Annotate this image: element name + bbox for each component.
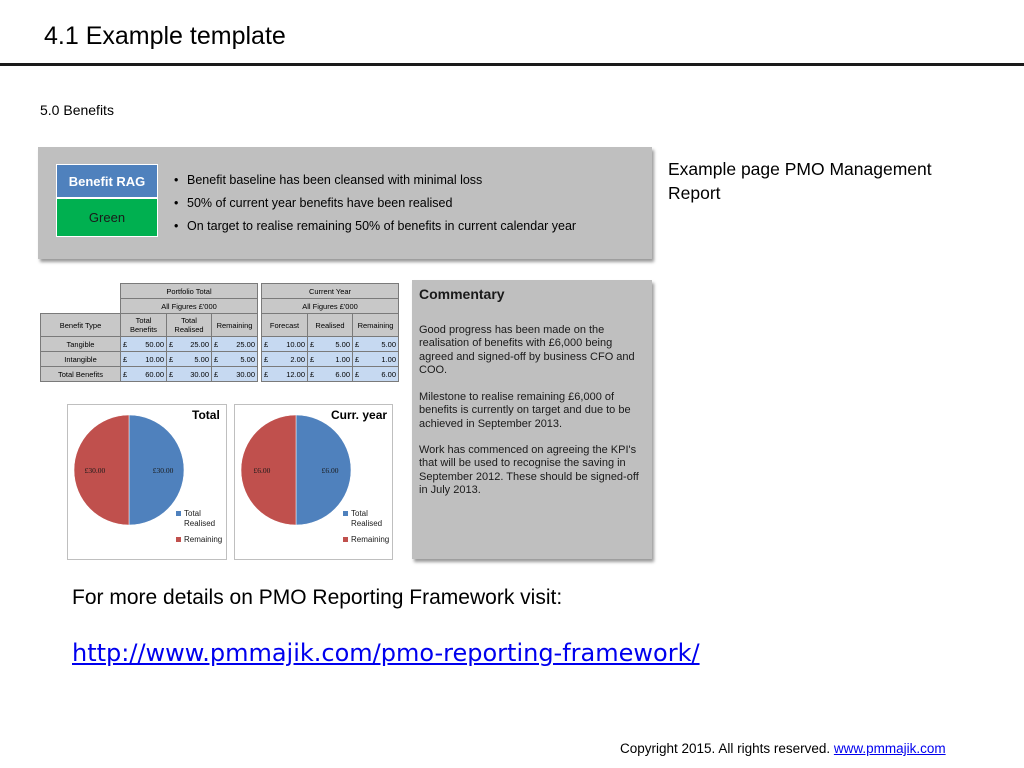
value-cell: £ 30.00 — [167, 367, 212, 382]
value-cell: £ 5.00 — [167, 352, 212, 367]
pie-data-label: £30.00 — [152, 466, 174, 475]
copyright-link[interactable]: www.pmmajik.com — [833, 741, 946, 756]
copyright-text: Copyright 2015. All rights reserved. — [620, 741, 831, 756]
legend-swatch — [343, 511, 348, 516]
row-label: Tangible — [41, 337, 121, 352]
legend-swatch — [176, 511, 181, 516]
value-cell: £ 6.00 — [353, 367, 399, 382]
legend-item — [343, 535, 393, 545]
rag-bullet: • 50% of current year benefits have been realised — [174, 194, 576, 217]
pie-data-label: £6.00 — [321, 466, 339, 475]
rag-bullet: • On target to realise remaining 50% of benefits in current calendar year — [174, 217, 576, 240]
portfolio-figures-note: All Figures £'000 — [121, 299, 258, 314]
page-title: 4.1 Example template — [44, 22, 286, 50]
column-header: Remaining — [212, 314, 258, 337]
current-year-table — [261, 283, 399, 382]
chart-legend — [176, 509, 226, 545]
commentary-paragraph: Good progress has been made on the realisation of benefits with £6,000 being agreed and signed-off by business CFO and COO. — [419, 324, 635, 376]
table-row — [262, 367, 399, 382]
column-header: Forecast — [262, 314, 308, 337]
value-cell: £ 50.00 — [121, 337, 167, 352]
value-cell: £ 25.00 — [212, 337, 258, 352]
current-year-chart — [234, 404, 393, 560]
value-cell: £ 10.00 — [121, 352, 167, 367]
total-chart — [67, 404, 227, 560]
row-header: Benefit Type — [41, 314, 121, 337]
commentary-paragraph: Work has commenced on agreeing the KPI's that will be used to recognise the saving in September 2012. These should be signed-off in July 2013. — [419, 444, 639, 496]
current-figures-note: All Figures £'000 — [262, 299, 399, 314]
legend-swatch — [343, 537, 348, 542]
legend-label: Remaining — [351, 535, 390, 544]
commentary-paragraph: Milestone to realise remaining £6,000 of benefits is currently on target and due to be achieved in September 2013. — [419, 391, 631, 430]
section-heading: 5.0 Benefits — [40, 102, 114, 118]
rag-bullet-list — [174, 171, 576, 240]
legend-swatch — [176, 537, 181, 542]
value-cell: £ 6.00 — [308, 367, 353, 382]
title-divider — [0, 63, 1024, 66]
legend-label: Total Realised — [184, 509, 216, 528]
side-note: Example page PMO Management Report — [668, 159, 932, 203]
value-cell: £ 1.00 — [353, 352, 399, 367]
legend-label: Total Realised — [351, 509, 383, 528]
legend-item — [343, 509, 393, 529]
rag-bullet: • Benefit baseline has been cleansed with minimal loss — [174, 171, 576, 194]
value-cell: £ 5.00 — [308, 337, 353, 352]
chart-title: Curr. year — [331, 408, 388, 422]
value-cell: £ 12.00 — [262, 367, 308, 382]
legend-item — [176, 509, 226, 529]
table-row — [262, 352, 399, 367]
value-cell: £ 1.00 — [308, 352, 353, 367]
value-cell: £ 10.00 — [262, 337, 308, 352]
portfolio-table — [40, 283, 258, 382]
pie-data-label: £6.00 — [253, 466, 271, 475]
legend-label: Remaining — [184, 535, 223, 544]
column-header: Remaining — [353, 314, 399, 337]
chart-legend — [343, 509, 393, 545]
column-header: Total Benefits — [121, 314, 167, 337]
current-group-header: Current Year — [262, 284, 399, 299]
rag-title-cell: Benefit RAG — [56, 164, 158, 198]
value-cell: £ 60.00 — [121, 367, 167, 382]
copyright-line — [620, 741, 946, 756]
column-header: Realised — [308, 314, 353, 337]
value-cell: £ 5.00 — [212, 352, 258, 367]
legend-item — [176, 535, 226, 545]
row-label: Total Benefits — [41, 367, 121, 382]
value-cell: £ 2.00 — [262, 352, 308, 367]
framework-link[interactable]: http://www.pmmajik.com/pmo-reporting-framework/ — [72, 639, 700, 667]
table-row — [262, 337, 399, 352]
portfolio-group-header: Portfolio Total — [121, 284, 258, 299]
commentary-heading: Commentary — [419, 286, 505, 302]
value-cell: £ 5.00 — [353, 337, 399, 352]
column-header: Total Realised — [167, 314, 212, 337]
value-cell: £ 30.00 — [212, 367, 258, 382]
more-details-text: For more details on PMO Reporting Framework visit: — [72, 586, 563, 609]
row-label: Intangible — [41, 352, 121, 367]
chart-title: Total — [192, 408, 220, 422]
table-row — [41, 337, 258, 352]
table-row — [41, 352, 258, 367]
table-row — [41, 367, 258, 382]
rag-status-cell: Green — [56, 198, 158, 237]
value-cell: £ 25.00 — [167, 337, 212, 352]
pie-data-label: £30.00 — [84, 466, 106, 475]
